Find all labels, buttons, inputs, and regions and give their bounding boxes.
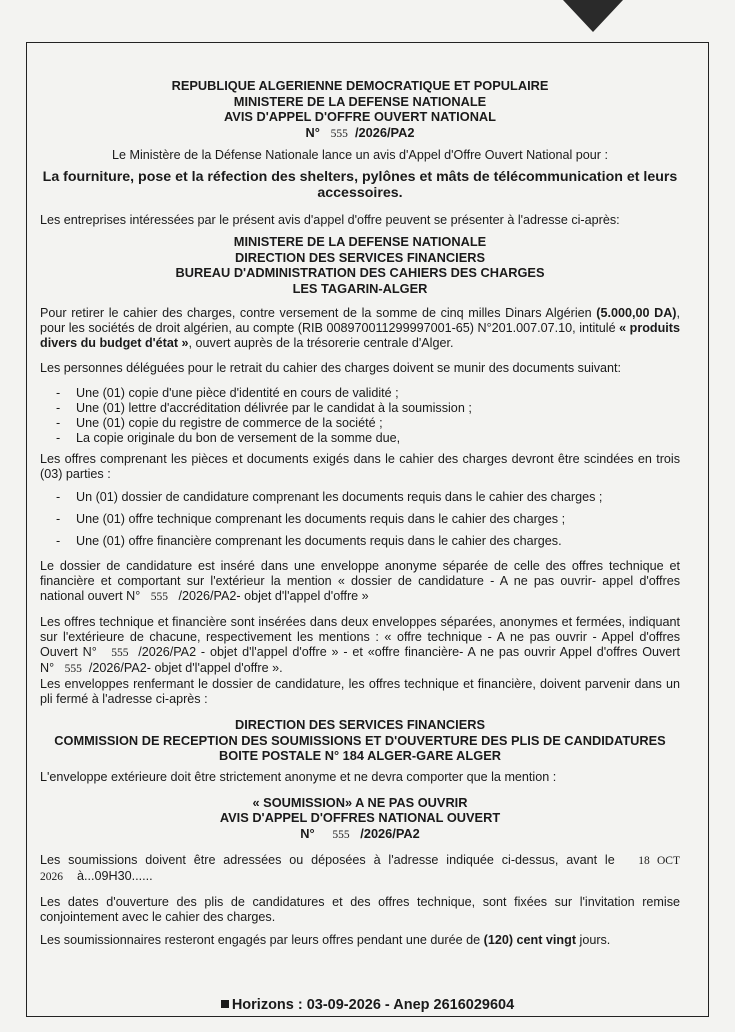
reference-number: 555 — [330, 127, 348, 140]
invite-text: Les entreprises intéressées par le présent avis d'appel d'offre peuvent se présenter à l'adresse ci-après: — [40, 213, 620, 227]
documents-intro: Les personnes déléguées pour le retrait du cahier des charges doivent se munir des documents suivant: — [40, 361, 622, 375]
address2-line3: BOITE POSTALE N° 184 ALGER-GARE ALGER — [219, 748, 501, 763]
outer-note: L'enveloppe extérieure doit être strictement anonyme et ne devra comporter que la mention : — [40, 769, 557, 784]
publication-footer: Horizons : 03-09-2026 - Anep 2616029604 — [0, 997, 735, 1013]
list-item: - La copie originale du bon de versement de la somme due, — [56, 431, 680, 446]
header-line-notice-title: AVIS D'APPEL D'OFFRE OUVERT NATIONAL — [224, 109, 496, 124]
address2-line1: DIRECTION DES SERVICES FINANCIERS — [234, 717, 486, 732]
list-item: - Une (01) copie du registre de commerce de la société ; — [56, 416, 680, 431]
notice-content — [40, 78, 680, 948]
offers-intro: Les offres comprenant les pièces et documents exigés dans le cahier des charges devront être scindées en trois (03) parties : — [40, 452, 680, 481]
header-line-republic: REPUBLIQUE ALGERIENNE DEMOCRATIQUE ET POPULAIRE — [171, 78, 549, 93]
account-label: « produits divers du budget d'état » — [40, 321, 680, 350]
mention-line1: « SOUMISSION» A NE PAS OUVRIR — [252, 794, 468, 810]
candidature-paragraph: Le dossier de candidature est inséré dans une enveloppe anonyme séparée de celle des offres technique et financière et comportant sur l'extérieur la mention « dossier de candidature - A ne pas ouvrir- appel d'offres national ouvert N° 555 /2026/PA2- objet d'l'appel d'offre » — [40, 559, 681, 603]
offers-list — [40, 490, 680, 549]
envelopes-paragraph: Les enveloppes renfermant le dossier de candidature, les offres technique et financière, doivent parvenir dans un pli fermé à l'adresse ci-après : — [40, 677, 680, 706]
retrait-paragraph: Pour retirer le cahier des charges, contre versement de la somme de cinq milles Dinars Algérien (5.000,00 DA), pour les sociétés de droit algérien, au compte (RIB 008970011299997001-65) N°201.007.07.10, intitulé « produits divers du budget d'état », ouvert auprès de la trésorerie centrale d'Alger. — [40, 306, 680, 350]
list-item: - Une (01) copie d'une pièce d'identité en cours de validité ; — [56, 386, 680, 401]
mention-line2: AVIS D'APPEL D'OFFRES NATIONAL OUVERT — [219, 810, 501, 825]
header-line-ministry: MINISTERE DE LA DEFENSE NATIONALE — [233, 93, 487, 109]
mention-reference: N° 555 /2026/PA2 — [300, 825, 420, 841]
address2-line2: COMMISSION DE RECEPTION DES SOUMISSIONS ET D'OUVERTURE DES PLIS DE CANDIDATURES — [54, 732, 666, 748]
corner-mark — [563, 0, 623, 32]
tech-fin-paragraph: Les offres technique et financière sont insérées dans deux enveloppes séparées, anonymes et fermées, indiquant sur l'extérieure de chacune, respectivement les mentions : « offre technique - A ne pas ouvrir - Appel d'offres Ouvert N° 555 /2026/PA2 - objet d'l'appel d'offre » - et «offre financière- A ne pas ouvrir Appel d'offres Ouvert N° 555 /2026/PA2- objet d'l'appel d'offre ». — [40, 615, 681, 675]
address1-line2: DIRECTION DES SERVICES FINANCIERS — [234, 249, 486, 265]
notice-subject: La fourniture, pose et la réfection des shelters, pylônes et mâts de télécommunication et leurs accessoires. — [42, 169, 678, 201]
header-reference: N° 555 /2026/PA2 — [305, 124, 415, 140]
deadline-paragraph: Les soumissions doivent être adressées ou déposées à l'adresse indiquée ci-dessus, avant le 18 OCT 2026 à...09H30...... — [40, 853, 681, 883]
validity-paragraph: Les soumissionnaires resteront engagés par leurs offres pendant une durée de (120) cent vingt jours. — [40, 933, 611, 947]
mention-block — [40, 795, 680, 844]
intro-text: Le Ministère de la Défense Nationale lance un avis d'Appel d'Offre Ouvert National pour : — [111, 148, 608, 162]
list-item: - Une (01) lettre d'accréditation délivrée par le candidat à la soumission ; — [56, 401, 680, 416]
documents-list — [40, 386, 680, 446]
list-item: - Une (01) offre financière comprenant les documents requis dans le cahier des charges. — [56, 534, 680, 549]
deadline-time: à...09H30...... — [77, 869, 153, 883]
address1-line4: LES TAGARIN-ALGER — [292, 280, 428, 296]
address1-line3: BUREAU D'ADMINISTRATION DES CAHIERS DES CHARGES — [175, 265, 545, 280]
list-item: - Un (01) dossier de candidature comprenant les documents requis dans le cahier des charges ; — [56, 490, 680, 505]
deadline-date: 18 OCT 2026 — [40, 855, 681, 883]
address-block-1 — [40, 234, 680, 296]
opening-paragraph: Les dates d'ouverture des plis de candidatures et des offres technique, sont fixées sur l'invitation remise conjointement avec le cahier des charges. — [40, 895, 680, 924]
square-bullet-icon — [221, 1000, 229, 1008]
address1-line1: MINISTERE DE LA DEFENSE NATIONALE — [233, 234, 487, 249]
list-item: - Une (01) offre technique comprenant les documents requis dans le cahier des charges ; — [56, 512, 680, 527]
address-block-2 — [24, 717, 696, 764]
retrait-amount: (5.000,00 DA) — [596, 306, 677, 320]
header-block — [40, 78, 680, 142]
